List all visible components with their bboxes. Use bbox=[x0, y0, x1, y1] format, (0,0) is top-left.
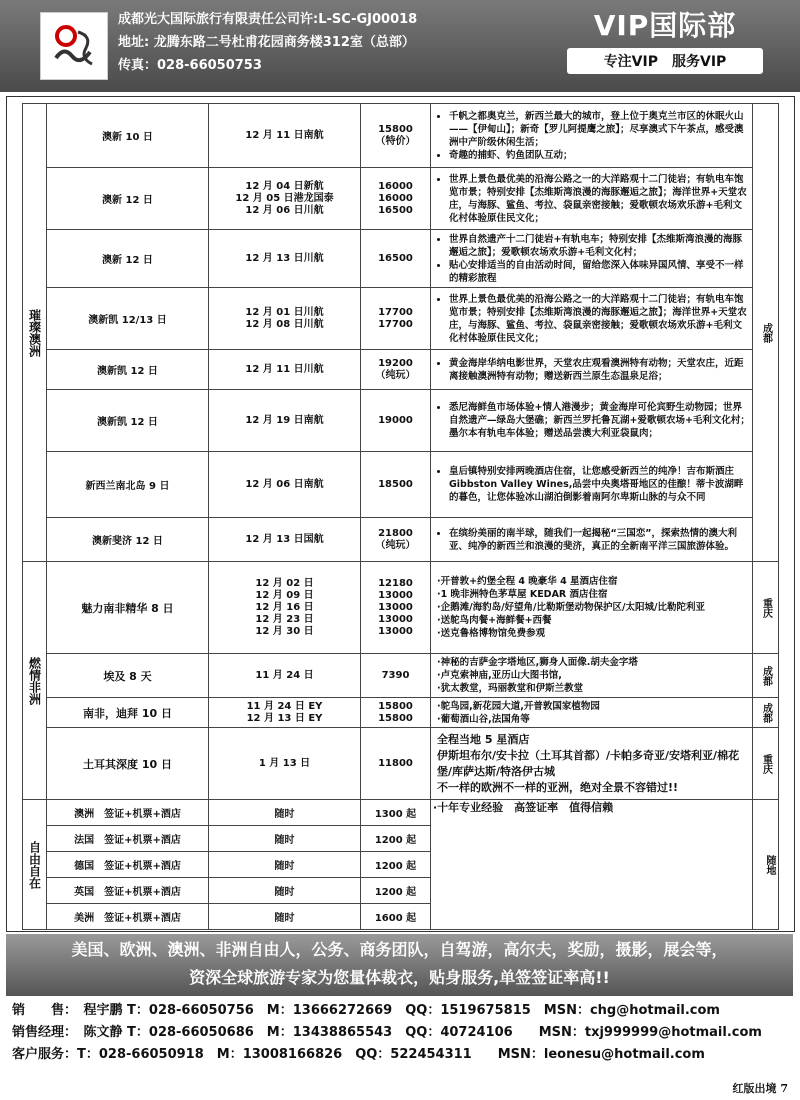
tour-description bbox=[431, 698, 753, 728]
table-row bbox=[23, 562, 779, 654]
tour-dates bbox=[209, 230, 361, 288]
free-package-name: 德国 签证+机票+酒店 bbox=[47, 852, 209, 878]
region-label-oceania bbox=[23, 104, 47, 562]
tour-name: 新西兰南北岛 9 日 bbox=[47, 452, 209, 518]
table-row bbox=[23, 288, 779, 350]
tour-dates-line: 12 月 06 日南航 bbox=[245, 478, 324, 490]
description-item: ·卢克索神庙,亚历山大图书馆, bbox=[437, 670, 562, 681]
free-package-name: 法国 签证+机票+酒店 bbox=[47, 826, 209, 852]
tour-price-line: 13000 bbox=[378, 589, 413, 601]
tour-dates-line: 12 月 09 日 bbox=[255, 589, 314, 601]
tour-price-line: 18500 bbox=[378, 478, 413, 490]
tour-dates bbox=[209, 698, 361, 728]
tour-price-line: （特价） bbox=[375, 135, 416, 147]
tour-description bbox=[431, 390, 753, 452]
tour-dates bbox=[209, 562, 361, 654]
tour-price-line: 19000 bbox=[378, 414, 413, 426]
tour-price-line: 11800 bbox=[378, 757, 413, 769]
tour-price-line: 16000 bbox=[378, 192, 413, 204]
contact-list bbox=[12, 1000, 792, 1066]
tour-description bbox=[431, 104, 753, 168]
vip-title: VIP国际部 bbox=[593, 9, 737, 42]
free-package-price: 1600 起 bbox=[361, 904, 431, 930]
departure-city: 成都 bbox=[753, 698, 779, 728]
free-package-date: 随时 bbox=[209, 826, 361, 852]
tour-description bbox=[431, 518, 753, 562]
departure-city: 成都 bbox=[753, 104, 779, 562]
region-label-free bbox=[23, 800, 47, 930]
tour-price-line: 12180 bbox=[378, 577, 413, 589]
company-logo bbox=[40, 12, 108, 80]
logo-icon bbox=[46, 18, 102, 74]
company-name: 成都光大国际旅行有限责任公司许:L-SC-GJ00018 bbox=[118, 12, 418, 27]
tour-dates-line: 12 月 11 日川航 bbox=[245, 363, 324, 375]
tour-name: 土耳其深度 10 日 bbox=[47, 728, 209, 800]
tour-price bbox=[361, 698, 431, 728]
description-item: • 悉尼海鲜鱼市场体验+情人港漫步；黄金海岸可伦宾野生动物园；世界自然遗产—绿岛大堡礁；新西兰罗托鲁瓦湖+爱歌顿农场+毛利文化村；墨尔本有轨电车体验；赠送品尝澳大利亚袋鼠肉； bbox=[449, 401, 750, 440]
tour-dates-line: 12 月 05 日港龙国泰 bbox=[235, 192, 334, 204]
tour-dates bbox=[209, 654, 361, 698]
tour-name: 澳新凯 12 日 bbox=[47, 390, 209, 452]
header-bar bbox=[0, 0, 800, 92]
tour-dates bbox=[209, 288, 361, 350]
tour-price-line: 17700 bbox=[378, 306, 413, 318]
tour-price-line: 15800 bbox=[378, 712, 413, 724]
tour-dates bbox=[209, 350, 361, 390]
description-item: ·企鹅滩/海豹岛/好望角/比勒斯堡动物保护区/太阳城/比勒陀利亚 bbox=[437, 602, 705, 613]
table-row bbox=[23, 168, 779, 230]
tour-name: 澳新 12 日 bbox=[47, 168, 209, 230]
table-row bbox=[23, 800, 779, 826]
tour-description bbox=[431, 654, 753, 698]
region-label-africa bbox=[23, 562, 47, 800]
tour-price-line: 13000 bbox=[378, 625, 413, 637]
description-item: ·1 晚非洲特色茅草屋 KEDAR 酒店住宿 bbox=[437, 589, 608, 600]
tour-price-line: 21800 bbox=[378, 527, 413, 539]
tour-table bbox=[22, 103, 779, 930]
tour-dates-line: 12 月 30 日 bbox=[255, 625, 314, 637]
tour-description bbox=[431, 168, 753, 230]
tour-description bbox=[431, 288, 753, 350]
tour-price-line: 19200 bbox=[378, 357, 413, 369]
contact-sales: 销 售： 程宇鹏 T：028-66050756 M：13666272669 QQ：1519675815 MSN：chg@hotmail.com bbox=[12, 1003, 720, 1018]
tour-dates-line: 11 月 24 日 EY bbox=[246, 700, 323, 712]
tour-dates-line: 12 月 02 日 bbox=[255, 577, 314, 589]
description-item: • 皇后镇特别安排两晚酒店住宿，让您感受新西兰的纯净！吉布斯酒庄 Gibbston Valley Wines,品尝中央奥塔哥地区的佳酿！蒂卡波湖畔的暮色，让您体验冰山湖泊倒影着南阿尔卑斯山脉的与众不同 bbox=[449, 465, 750, 504]
free-package-name: 英国 签证+机票+酒店 bbox=[47, 878, 209, 904]
description-item: • 黄金海岸华纳电影世界，天堂农庄观看澳洲特有动物；天堂农庄，近距离接触澳洲特有动物；赠送新西兰原生态温泉足浴； bbox=[449, 357, 750, 383]
tour-name: 澳新凯 12 日 bbox=[47, 350, 209, 390]
tour-dates-line: 12 月 13 日 EY bbox=[246, 712, 323, 724]
banner-line-2: 资深全球旅游专家为您量体裁衣，贴身服务,单签签证率高!! bbox=[189, 968, 610, 987]
description-item: ·鸵鸟园,新花园大道,开普敦国家植物园 bbox=[437, 700, 600, 712]
description-item: • 世界上景色最优美的沿海公路之一的大洋路观十二门徒岩；有轨电车饱览市景；特别安排【杰维斯湾浪漫的海豚邂逅之旅】；海洋世界+天堂农庄，与海豚、鲨鱼、考拉、袋鼠亲密接触；爱歌顿农场欢乐游+毛利文化村体验原住民文化； bbox=[449, 173, 750, 225]
table-row bbox=[23, 104, 779, 168]
tour-name: 南非，迪拜 10 日 bbox=[47, 698, 209, 728]
description-item: • 贴心安排适当的自由活动时间，留给您深入体味异国风情、享受不一样的精彩旅程 bbox=[449, 259, 750, 285]
description-item: • 世界自然遗产十二门徒岩+有轨电车；特别安排【杰维斯湾浪漫的海豚邂逅之旅】；爱歌顿农场欢乐游+毛利文化村； bbox=[449, 233, 750, 259]
tour-price-line: （纯玩） bbox=[375, 369, 416, 381]
tour-dates bbox=[209, 168, 361, 230]
company-fax: 传真：028-66050753 bbox=[118, 58, 262, 73]
tour-name: 澳新凯 12/13 日 bbox=[47, 288, 209, 350]
table-row bbox=[23, 230, 779, 288]
company-address: 地址: 龙腾东路二号杜甫花园商务楼312室（总部） bbox=[118, 35, 415, 50]
free-package-price: 1200 起 bbox=[361, 826, 431, 852]
region-text: 燃情非洲 bbox=[27, 656, 42, 705]
tour-price bbox=[361, 452, 431, 518]
page-footer: 红版出境 7 bbox=[732, 1082, 788, 1095]
tour-price bbox=[361, 562, 431, 654]
tour-dates-line: 12 月 23 日 bbox=[255, 613, 314, 625]
tour-price bbox=[361, 168, 431, 230]
contact-manager: 销售经理： 陈文静 T：028-66050686 M：13438865543 QQ：40724106 MSN：txj999999@hotmail.com bbox=[12, 1025, 762, 1040]
tour-price-line: 16000 bbox=[378, 180, 413, 192]
tour-dates-line: 12 月 06 日川航 bbox=[245, 204, 324, 216]
region-text: 璀璨澳洲 bbox=[27, 308, 42, 357]
promo-banner bbox=[6, 934, 793, 996]
tour-price-line: 7390 bbox=[381, 669, 410, 681]
tour-description bbox=[431, 562, 753, 654]
free-package-date: 随时 bbox=[209, 904, 361, 930]
departure-city: 成都 bbox=[753, 654, 779, 698]
description-item: • 千帆之都奥克兰，新西兰最大的城市，登上位于奥克兰市区的休眠火山——【伊甸山】；新奇【罗儿阿提鹰之旅】；尽享澳式下午茶点，感受澳洲中产阶级休闲生活； bbox=[449, 110, 750, 149]
tour-dates-line: 12 月 01 日川航 bbox=[245, 306, 324, 318]
free-package-date: 随时 bbox=[209, 878, 361, 904]
tour-price-line: 16500 bbox=[378, 252, 413, 264]
description-item: ·犹太教堂，玛丽教堂和伊斯兰教堂 bbox=[437, 683, 584, 694]
description-item: ·送克鲁格博物馆免费参观 bbox=[437, 628, 546, 639]
tour-price bbox=[361, 518, 431, 562]
description-item: ·送鸵鸟肉餐+海鲜餐+西餐 bbox=[437, 615, 552, 626]
tour-dates-line: 11 月 24 日 bbox=[255, 669, 314, 681]
description-item: • 在缤纷美丽的南半球，随我们一起揭秘“三国恋”，探索热情的澳大利亚、纯净的新西兰和浪漫的斐济，真正的全新南平洋三国旅游体验。 bbox=[449, 527, 750, 553]
free-package-price: 1300 起 bbox=[361, 800, 431, 826]
tour-price-line: 15800 bbox=[378, 123, 413, 135]
banner-line-1: 美国、欧洲、澳洲、非洲自由人，公务、商务团队，自驾游，高尔夫，奖励，摄影，展会等， bbox=[71, 940, 728, 959]
tour-dates bbox=[209, 728, 361, 800]
tour-dates bbox=[209, 518, 361, 562]
table-row bbox=[23, 698, 779, 728]
tour-name: 澳新 12 日 bbox=[47, 230, 209, 288]
vip-slogan: 专注VIP 服务VIP bbox=[567, 48, 763, 74]
table-row bbox=[23, 452, 779, 518]
tour-price-line: 13000 bbox=[378, 613, 413, 625]
free-package-date: 随时 bbox=[209, 852, 361, 878]
table-row bbox=[23, 350, 779, 390]
free-description bbox=[431, 800, 753, 930]
tour-price bbox=[361, 728, 431, 800]
tour-dates-line: 12 月 16 日 bbox=[255, 601, 314, 613]
tour-name: 澳新 10 日 bbox=[47, 104, 209, 168]
table-row bbox=[23, 728, 779, 800]
tour-description bbox=[431, 350, 753, 390]
tour-name: 澳新斐济 12 日 bbox=[47, 518, 209, 562]
free-package-price: 1200 起 bbox=[361, 852, 431, 878]
tour-description bbox=[431, 452, 753, 518]
tour-dates-line: 12 月 08 日川航 bbox=[245, 318, 324, 330]
tour-price-line: （纯玩） bbox=[375, 539, 416, 551]
table-row bbox=[23, 390, 779, 452]
tour-price-line: 16500 bbox=[378, 204, 413, 216]
departure-city: 随地 bbox=[753, 800, 779, 930]
tour-name: 魅力南非精华 8 日 bbox=[47, 562, 209, 654]
tour-price-line: 15800 bbox=[378, 700, 413, 712]
description-item: • 奇趣的捕虾、钓鱼团队互动； bbox=[449, 149, 750, 162]
free-package-name: 澳洲 签证+机票+酒店 bbox=[47, 800, 209, 826]
tour-price bbox=[361, 350, 431, 390]
table-row bbox=[23, 654, 779, 698]
description-item: ·葡萄酒山谷,法国角等 bbox=[437, 713, 530, 725]
departure-city: 重庆 bbox=[753, 562, 779, 654]
region-text: 自由自在 bbox=[27, 840, 42, 889]
tour-dates-line: 12 月 04 日新航 bbox=[245, 180, 324, 192]
tour-dates bbox=[209, 104, 361, 168]
description-item: • 世界上景色最优美的沿海公路之一的大洋路观十二门徒岩；有轨电车饱览市景；特别安排【杰维斯湾浪漫的海豚邂逅之旅】；海洋世界+天堂农庄，与海豚、鲨鱼、考拉、袋鼠亲密接触；爱歌顿农场欢乐游+毛利文化村体验原住民文化； bbox=[449, 293, 750, 345]
free-package-date: 随时 bbox=[209, 800, 361, 826]
description-item: ·开普敦+约堡全程 4 晚豪华 4 星酒店住宿 bbox=[437, 576, 618, 587]
tour-dates-line: 12 月 13 日国航 bbox=[245, 533, 324, 545]
tour-dates-line: 1 月 13 日 bbox=[258, 757, 311, 769]
table-row bbox=[23, 518, 779, 562]
description-item: 全程当地 5 星酒店 bbox=[437, 732, 530, 746]
tour-price bbox=[361, 104, 431, 168]
tour-price bbox=[361, 288, 431, 350]
tour-dates-line: 12 月 13 日川航 bbox=[245, 252, 324, 264]
description-item: 伊斯坦布尔/安卡拉（土耳其首都）/卡帕多奇亚/安塔利亚/棉花堡/库萨达斯/特洛伊古城 bbox=[437, 748, 740, 778]
tour-description bbox=[431, 728, 753, 800]
tour-name: 埃及 8 天 bbox=[47, 654, 209, 698]
tour-price-line: 13000 bbox=[378, 601, 413, 613]
tour-price-line: 17700 bbox=[378, 318, 413, 330]
tour-dates bbox=[209, 452, 361, 518]
description-item: 不一样的欧洲不一样的亚洲，绝对全景不容错过!! bbox=[437, 780, 679, 794]
tour-dates bbox=[209, 390, 361, 452]
tour-description bbox=[431, 230, 753, 288]
departure-city: 重庆 bbox=[753, 728, 779, 800]
free-package-price: 1200 起 bbox=[361, 878, 431, 904]
contact-service: 客户服务：T：028-66050918 M：13008166826 QQ：522454311 MSN：leonesu@hotmail.com bbox=[12, 1047, 705, 1062]
tour-price bbox=[361, 230, 431, 288]
free-package-name: 美洲 签证+机票+酒店 bbox=[47, 904, 209, 930]
free-description-text: ·十年专业经验 高签证率 值得信赖 bbox=[433, 801, 614, 814]
tour-dates-line: 12 月 19 日南航 bbox=[245, 414, 324, 426]
description-item: ·神秘的吉萨金字塔地区,狮身人面像.胡夫金字塔 bbox=[437, 657, 638, 668]
tour-price bbox=[361, 654, 431, 698]
tour-dates-line: 12 月 11 日南航 bbox=[245, 129, 324, 141]
tour-price bbox=[361, 390, 431, 452]
